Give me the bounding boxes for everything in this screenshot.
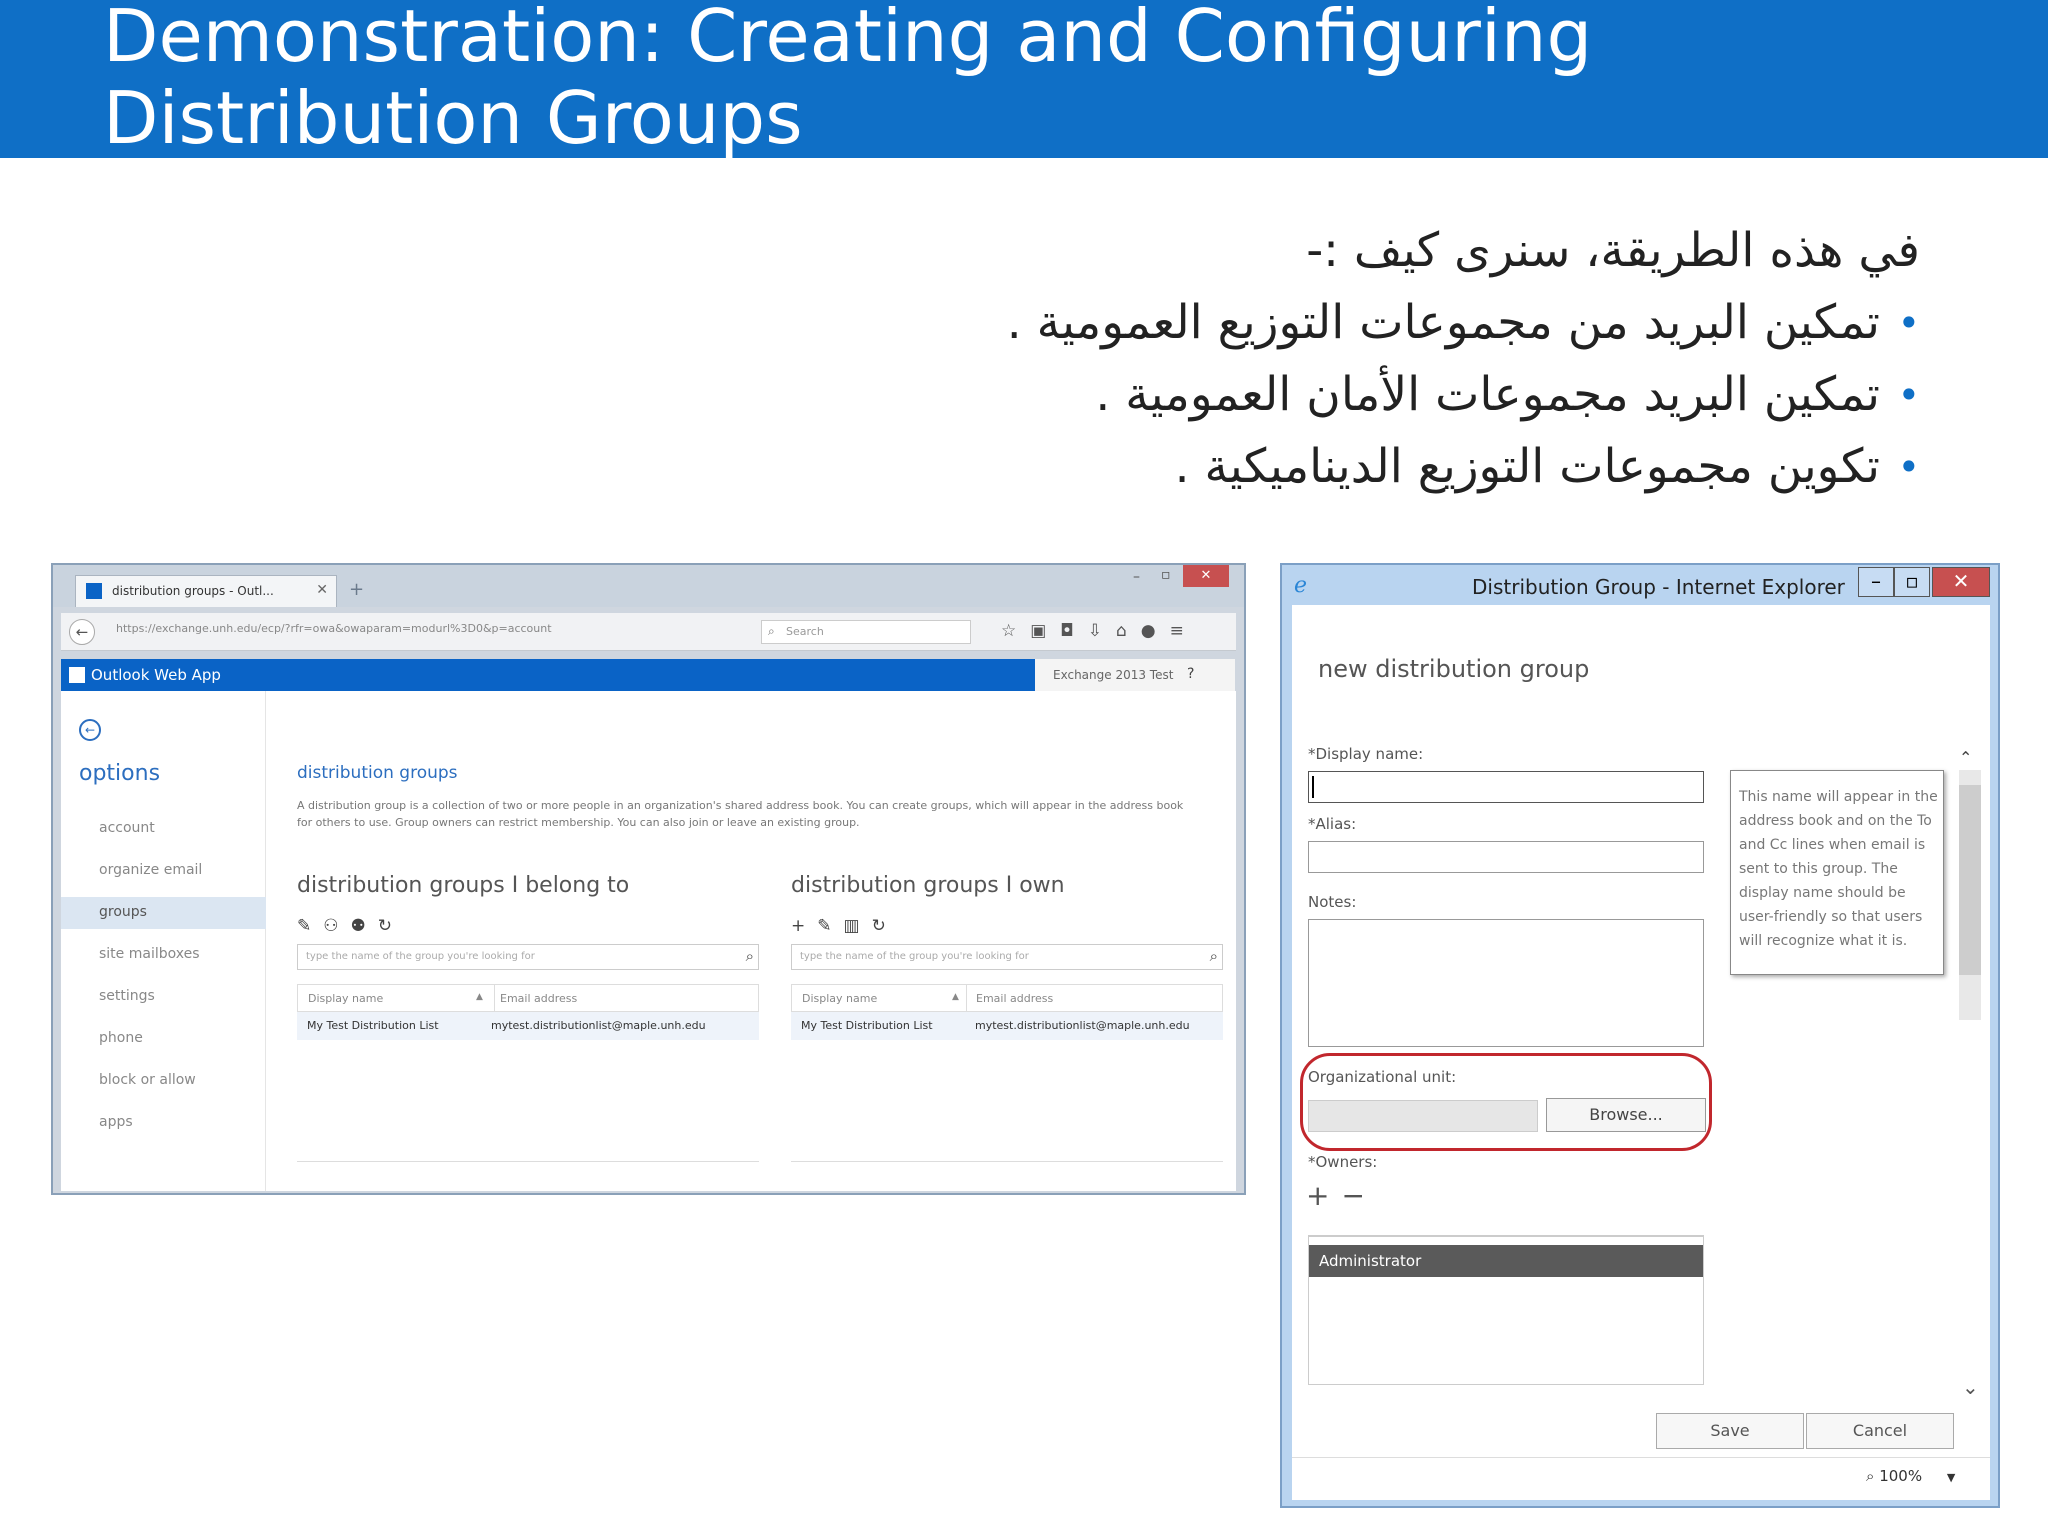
dialog-content — [1292, 605, 1990, 1500]
dropdown-arrow-icon[interactable]: ▼ — [1946, 1471, 1956, 1484]
distribution-group-dialog — [1280, 563, 2000, 1508]
slide-body-text — [820, 215, 1920, 503]
window-title: Distribution Group - Internet Explorer — [1472, 575, 1845, 599]
maximize-icon[interactable]: ▫ — [1894, 567, 1930, 597]
tab-title: distribution groups - Outl... — [112, 584, 274, 598]
sort-icon[interactable]: ▲ — [952, 992, 959, 1002]
org-unit-label: Organizational unit: — [1308, 1068, 1457, 1086]
scrollbar[interactable] — [1959, 748, 1981, 1020]
chevron-up-icon[interactable]: ⌃ — [1959, 748, 1973, 767]
address-bar — [61, 613, 1236, 651]
tenant-menu[interactable]: Exchange 2013 Test — [1053, 668, 1174, 682]
alias-label: *Alias: — [1308, 815, 1357, 833]
nav-item-block-or-allow[interactable]: block or allow — [99, 1072, 196, 1088]
scrollbar-thumb[interactable] — [1959, 785, 1981, 975]
new-tab-icon[interactable]: + — [349, 579, 365, 600]
nav-item-organize-email[interactable]: organize email — [99, 862, 203, 878]
close-icon[interactable]: ✕ — [316, 582, 328, 598]
edit-icon[interactable]: ✎ — [297, 916, 324, 936]
own-heading: distribution groups I own — [791, 873, 1065, 898]
owners-toolbar — [1306, 1179, 1377, 1212]
browser-search-input[interactable] — [761, 620, 971, 644]
owa-header — [61, 659, 1035, 691]
owners-list — [1308, 1235, 1704, 1385]
display-name-label: *Display name: — [1308, 745, 1424, 763]
own-search-placeholder: type the name of the group you're looking for — [800, 951, 1029, 962]
belong-heading: distribution groups I belong to — [297, 873, 630, 898]
app-name: Outlook Web App — [91, 666, 221, 684]
belong-search-placeholder: type the name of the group you're looking for — [306, 951, 535, 962]
owa-header-right — [1035, 659, 1235, 691]
outlook-icon — [86, 583, 102, 599]
column-divider — [494, 985, 495, 1011]
browser-tab[interactable] — [75, 575, 337, 607]
remove-icon[interactable]: − — [1341, 1179, 1377, 1212]
col-email-address[interactable]: Email address — [500, 992, 578, 1005]
slide-title-line-1: Demonstration: Creating and Configuring — [103, 0, 1593, 78]
url-field[interactable]: https://exchange.unh.edu/ecp/?rfr=owa&owaparam=modurl%3D0&p=account — [116, 622, 552, 635]
options-heading: options — [79, 761, 161, 786]
notes-label: Notes: — [1308, 893, 1357, 911]
belong-table-header — [297, 984, 759, 1012]
maximize-icon[interactable]: ▫ — [1161, 567, 1171, 583]
refresh-icon[interactable]: ↻ — [871, 916, 898, 936]
belong-search-input[interactable] — [297, 944, 759, 970]
refresh-icon[interactable]: ↻ — [377, 916, 404, 936]
notes-textarea[interactable] — [1308, 919, 1704, 1047]
panel-divider — [791, 1161, 1223, 1162]
add-icon[interactable]: + — [791, 916, 818, 936]
help-menu[interactable]: ? — [1187, 666, 1195, 682]
nav-item-account[interactable]: account — [99, 820, 155, 836]
table-row[interactable] — [297, 1012, 759, 1040]
row-email: mytest.distributionlist@maple.unh.edu — [975, 1019, 1190, 1032]
belong-toolbar[interactable] — [297, 916, 759, 938]
edit-icon[interactable]: ✎ — [817, 916, 844, 936]
owners-label: *Owners: — [1308, 1153, 1378, 1171]
add-icon[interactable]: + — [1306, 1179, 1342, 1212]
bullet-item: • تمكين البريد مجموعات الأمان العمومية . — [820, 359, 1920, 431]
options-nav — [61, 691, 266, 1191]
chevron-down-icon[interactable]: ⌄ — [1962, 1375, 1979, 1399]
org-unit-field — [1308, 1100, 1538, 1132]
search-icon[interactable]: ⌕ — [745, 947, 754, 965]
zoom-control[interactable] — [1866, 1467, 1955, 1485]
nav-item-phone[interactable]: phone — [99, 1030, 143, 1046]
display-name-tooltip: This name will appear in the address book and on the To and Cc lines when email is sent to this group. The display name should be user-friendly so that users will recognize what it is. — [1730, 770, 1944, 975]
bullet-item: • تمكين البريد من مجموعات التوزيع العمومية . — [820, 287, 1920, 359]
own-table-header — [791, 984, 1223, 1012]
dialog-heading: new distribution group — [1318, 655, 1590, 683]
section-title: distribution groups — [297, 763, 458, 783]
slide-title-line-2: Distribution Groups — [103, 76, 803, 160]
display-name-input[interactable] — [1308, 771, 1704, 803]
delete-icon[interactable]: ▥ — [843, 916, 872, 936]
browser-search-placeholder: Search — [786, 625, 824, 638]
bullet-item: • تكوين مجموعات التوزيع الديناميكية . — [820, 431, 1920, 503]
search-icon: ⌕ — [768, 624, 775, 638]
column-divider — [966, 985, 967, 1011]
col-email-address[interactable]: Email address — [976, 992, 1054, 1005]
row-display-name: My Test Distribution List — [801, 1019, 933, 1032]
search-icon[interactable]: ⌕ — [1209, 947, 1218, 965]
list-item[interactable]: Administrator — [1309, 1245, 1703, 1277]
col-display-name[interactable]: Display name — [308, 992, 384, 1005]
nav-item-apps[interactable]: apps — [99, 1114, 133, 1130]
cancel-button[interactable]: Cancel — [1806, 1413, 1954, 1449]
table-row[interactable] — [791, 1012, 1223, 1040]
owa-browser-window — [51, 563, 1246, 1195]
slide-title-bar — [0, 0, 2048, 158]
browse-button[interactable]: Browse... — [1546, 1098, 1706, 1132]
close-window-icon[interactable]: ✕ — [1183, 565, 1229, 587]
zoom-level: 100% — [1879, 1467, 1923, 1485]
dialog-titlebar — [1282, 565, 1998, 605]
alias-input[interactable] — [1308, 841, 1704, 873]
status-bar-divider — [1292, 1457, 1990, 1458]
back-icon[interactable]: ← — [69, 619, 95, 645]
row-display-name: My Test Distribution List — [307, 1019, 439, 1032]
leave-icon[interactable]: ⚉ — [350, 916, 378, 936]
own-toolbar[interactable] — [791, 916, 1246, 938]
text-cursor — [1312, 776, 1314, 798]
groups-own-panel — [791, 873, 1246, 1040]
panel-divider — [297, 1161, 759, 1162]
zoom-icon: ⌕ — [1866, 1467, 1875, 1485]
join-icon[interactable]: ⚇ — [323, 916, 351, 936]
own-search-input[interactable] — [791, 944, 1223, 970]
owa-body — [61, 691, 1236, 1191]
minimize-icon[interactable]: – — [1133, 569, 1140, 585]
outlook-logo-icon — [69, 667, 85, 683]
groups-content — [297, 763, 1217, 831]
groups-belong-panel — [297, 873, 759, 1040]
col-display-name[interactable]: Display name — [802, 992, 878, 1005]
save-button[interactable]: Save — [1656, 1413, 1804, 1449]
close-icon[interactable]: ✕ — [1932, 567, 1990, 597]
minimize-icon[interactable]: – — [1858, 567, 1894, 597]
ie-icon: ℯ — [1294, 573, 1308, 598]
nav-item-groups[interactable]: groups — [61, 897, 266, 929]
sort-icon[interactable]: ▲ — [476, 992, 483, 1002]
back-arrow-icon[interactable]: ← — [79, 719, 101, 741]
nav-item-site-mailboxes[interactable]: site mailboxes — [99, 946, 200, 962]
section-description: A distribution group is a collection of two or more people in an organization's shared address book. You can create groups, which will appear in the address book for others to use. Group owners can restrict membership. You can also join or leave an existing group. — [297, 799, 1184, 829]
browser-toolbar-icons[interactable]: ☆▣◘⇩⌂●≡ — [1001, 621, 1198, 641]
nav-item-settings[interactable]: settings — [99, 988, 155, 1004]
intro-text: في هذه الطريقة، سنرى كيف :- — [1306, 223, 1920, 278]
row-email: mytest.distributionlist@maple.unh.edu — [491, 1019, 706, 1032]
browser-tab-strip — [53, 565, 1244, 607]
